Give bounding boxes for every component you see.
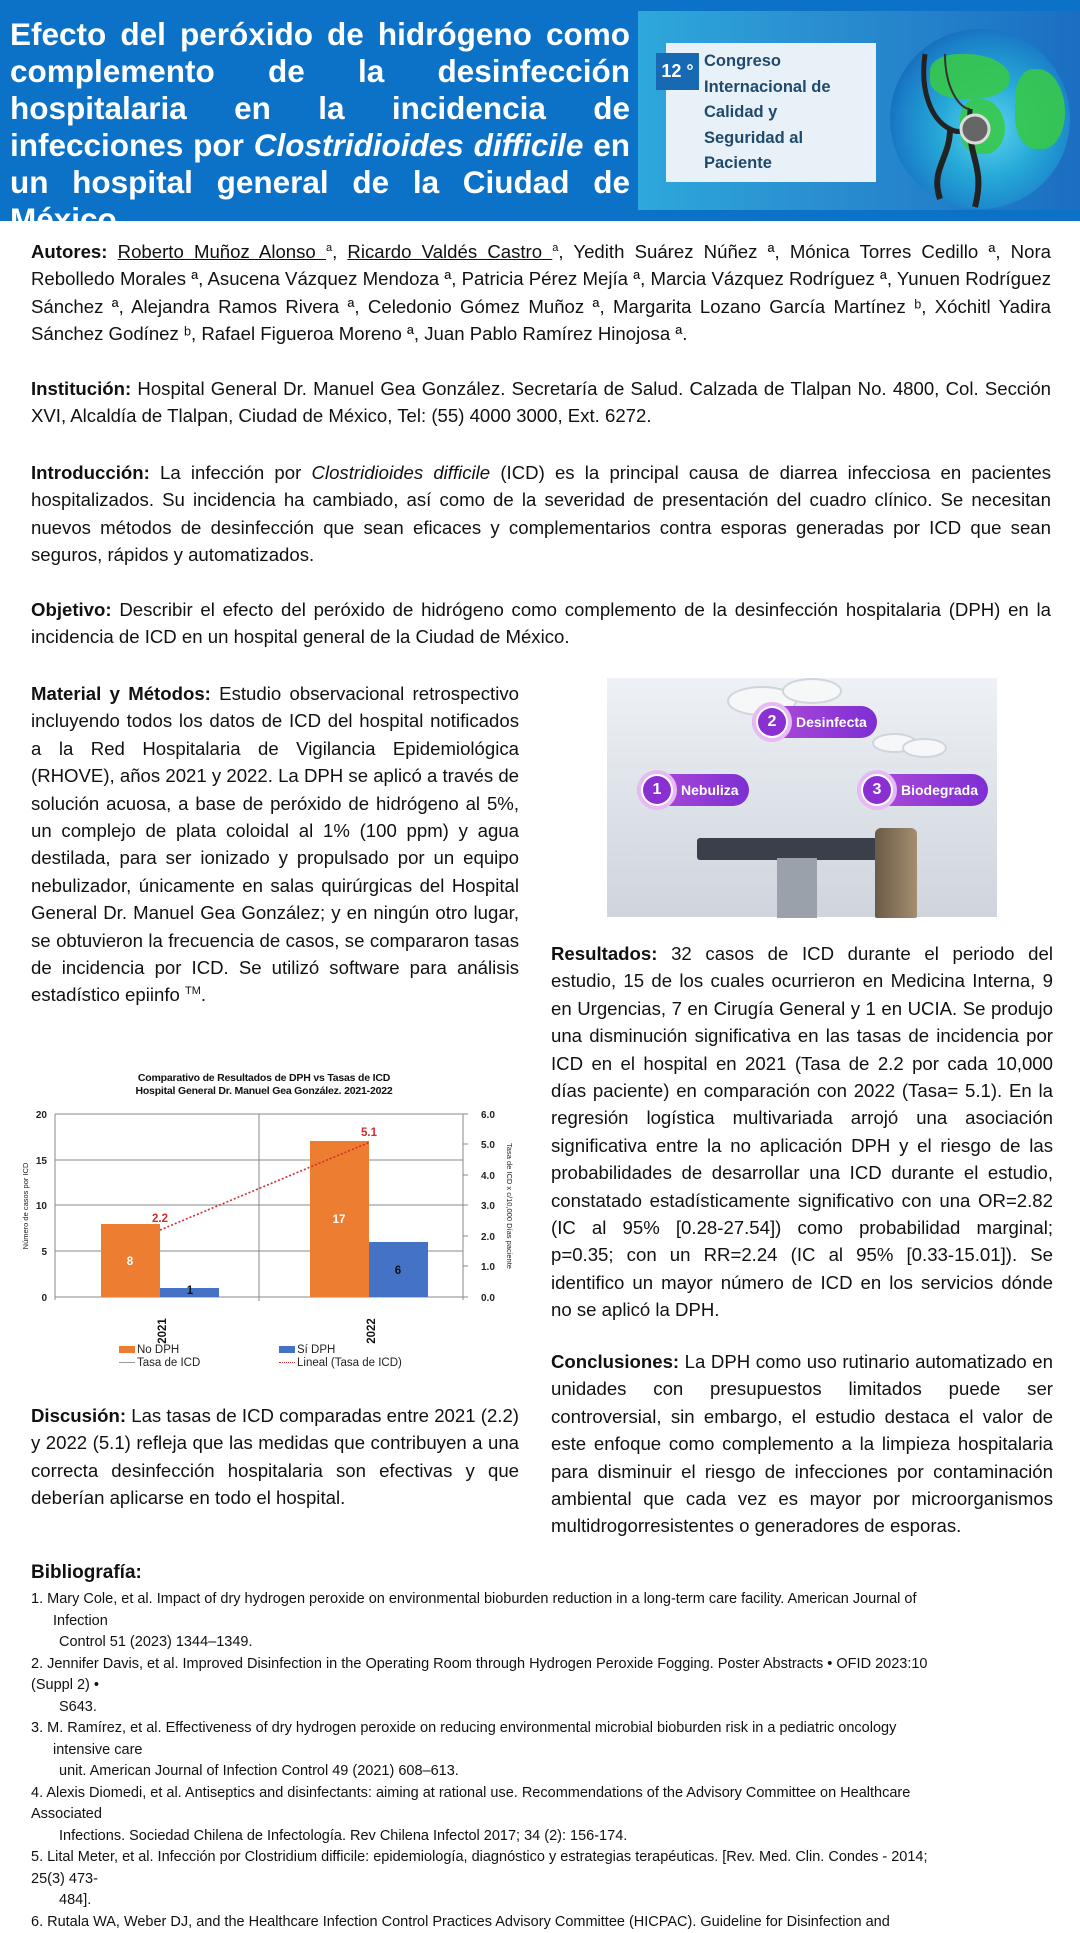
conclusions-text: La DPH como uso rutinario automatizado en unidades con presupuestos limitados puede ser controversial, sin embargo, el estudio destaca el valor de este enfoque como complemento a la limpieza hospitalaria para disminuir el riesgo de infecciones por contaminación ambiental que cada vez es mayor por microorganismos multidrogorresistentes o generadores de esporas.: [551, 1351, 1053, 1536]
step-label: Biodegrada: [901, 782, 978, 798]
results-text: 32 casos de ICD durante el periodo del estudio, 15 de los cuales ocurrieron en Medicina Interna, 9 en Urgencias, 7 en Cirugía General y 1 en UCIA. Se produjo una disminución significativa en las tasas de incidencia por ICD en el hospital en 2021 (Tasa de 2.2 por cada 10,000 días paciente) en comparación con 2022 (Tasa= 5.1). En la regresión logística multivariada arrojó una asociación significativa entre la no aplicación DPH y el riesgo de las probabilidades de desarrollar una ICD durante el estudio, constatado estadísticamente significativo con una OR=2.82 (IC al 95% [0.28-27.54]) como probabilidad marginal; p=0.35; con un RR=2.24 (IC al 95% [0.33-15.01]). Se identifico un mayor número de ICD en los servicios dónde no se aplicó la DPH.: [551, 943, 1053, 1320]
svg-text:10: 10: [36, 1201, 48, 1212]
affiliation-sup: a: [326, 242, 332, 254]
authors-list: , Yedith Suárez Núñez ª, Mónica Torres Cedillo ª, Nora Rebolledo Morales ª, Asucena Vázquez Mendoza ª, Patricia Pérez Mejía ª, Marcia Vázquez Rodríguez ª, Yunuen Rodríguez Sánchez ª, Alejandra Ramos Rivera ª, Celedonio Gómez Muñoz ª, Margarita Lozano García Martínez ᵇ, Xóchitl Yadira Sánchez Godínez ᵇ, Rafael Figueroa Moreno ª, Juan Pablo Ramírez Hinojosa ª.: [31, 241, 1051, 344]
svg-text:15: 15: [36, 1156, 48, 1167]
step-number: 2: [758, 708, 786, 736]
legend-no-dph: [119, 1344, 179, 1357]
affiliation-sup: a: [552, 242, 558, 254]
svg-text:0: 0: [41, 1293, 47, 1304]
title-text: Efecto del peróxido de hidrógeno como complemento de la desinfección hospitalaria en la incidencia de infecciones por: [10, 16, 630, 163]
reference-line: Infection: [31, 1611, 1051, 1633]
methods-text: Estudio observacional retrospectivo incluyendo todos los datos de ICD del hospital notificados a la Red Hospitalaria de Vigilancia Epidemiológica (RHOVE), años 2021 y 2022. La DPH se aplicó a través de solución acuosa, a base de peróxido de hidrógeno al 5%, un complejo de plata coloidal al 1% (100 ppm) y agua destilada, para ser ionizado y propulsado por un equipo nebulizador, únicamente en salas quirúrgicas del Hospital General Dr. Manuel Gea González; y en ningún otro lugar, se obtuvieron la frecuencia de casos, se compararon tasas de incidencia por ICD. Se utilizó software para análisis estadístico epiinfo: [31, 683, 519, 1005]
legend-line: [119, 1362, 135, 1363]
reference-line: 6. Rutala WA, Weber DJ, and the Healthcare Infection Control Practices Advisory Committee (HICPAC). Guideline for Disinfection and: [31, 1912, 1051, 1933]
legend-swatch: [279, 1346, 295, 1353]
svg-text:4.0: 4.0: [481, 1171, 495, 1182]
bibliography-title: Bibliografía:: [31, 1562, 142, 1584]
chart-plot: [14, 1068, 514, 1378]
legend-label: Lineal (Tasa de ICD): [297, 1357, 402, 1369]
operating-room-image: [607, 678, 997, 917]
reference-line: Infections. Sociedad Chilena de Infectología. Rev Chilena Infectol 2017; 34 (2): 156-174.: [31, 1826, 1051, 1848]
results-section: [551, 940, 1053, 1324]
legend-dotted-line: [279, 1362, 295, 1363]
institution-label: Institución:: [31, 378, 131, 399]
globe-stethoscope-icon: [890, 29, 1070, 209]
reference-item: [31, 1718, 1051, 1783]
poster-title: [10, 16, 630, 221]
introduction-text: (ICD) es la principal causa de diarrea infecciosa en pacientes hospitalizados. Su incidencia ha cambiado, así como de la severidad de presentación del cuadro clínico. Se necesitan nuevos métodos de desinfección que sean eficaces y complementarios contra esporas generadas por ICD que sean seguros, rápidos y automatizados.: [31, 462, 1051, 565]
introduction-text: La infección por: [150, 462, 312, 483]
step-number: 3: [863, 776, 891, 804]
reference-line: unit. American Journal of Infection Control 49 (2021) 608–613.: [31, 1761, 1051, 1783]
congress-line: Internacional de: [704, 75, 874, 101]
svg-text:20: 20: [36, 1110, 48, 1121]
reference-line: 25(3) 473-: [31, 1869, 1051, 1891]
introduction-section: [31, 459, 1051, 569]
legend-tasa-icd: [119, 1357, 200, 1370]
objective-section: [31, 596, 1051, 651]
svg-text:2.2: 2.2: [152, 1213, 168, 1225]
reference-line: 1. Mary Cole, et al. Impact of dry hydrogen peroxide on environmental bioburden reduction in a long-term care facility. American Journal of: [31, 1589, 1051, 1611]
institution-section: [31, 375, 1051, 430]
svg-text:3.0: 3.0: [481, 1201, 495, 1212]
svg-text:8: 8: [127, 1256, 134, 1268]
legend-si-dph: [279, 1344, 335, 1357]
svg-text:2022: 2022: [366, 1318, 378, 1344]
reference-line: S643.: [31, 1697, 1051, 1719]
reference-line: 484].: [31, 1890, 1051, 1912]
surgical-table: [697, 838, 897, 860]
author-presenter: Ricardo Valdés Castro: [347, 241, 552, 262]
reference-line: (Suppl 2) •: [31, 1675, 1051, 1697]
reference-item: [31, 1847, 1051, 1912]
chart-title-line: Comparativo de Resultados de DPH vs Tasas de ICD: [14, 1072, 514, 1085]
congress-banner: [638, 11, 1080, 210]
svg-text:0.0: 0.0: [481, 1293, 495, 1304]
svg-text:5: 5: [41, 1247, 47, 1258]
step-biodegrada: [857, 774, 988, 806]
authors-label: Autores:: [31, 241, 107, 262]
objective-text: Describir el efecto del peróxido de hidrógeno como complemento de la desinfección hospitalaria (DPH) en la incidencia de ICD en un hospital general de la Ciudad de México.: [31, 599, 1051, 647]
chart-subtitle-line: Hospital General Dr. Manuel Gea González. 2021-2022: [14, 1085, 514, 1098]
results-label: Resultados:: [551, 943, 657, 964]
methods-end: .: [201, 984, 206, 1005]
reference-line: intensive care: [31, 1740, 1051, 1762]
reference-line: 2. Jennifer Davis, et al. Improved Disinfection in the Operating Room through Hydrogen Peroxide Fogging. Poster Abstracts • OFID 2023:10: [31, 1654, 1051, 1676]
bibliography-list: [31, 1589, 1051, 1933]
reference-line: 4. Alexis Diomedi, et al. Antiseptics and disinfectants: aiming at rational use. Recommendations of the Advisory Committee on Healthcare: [31, 1783, 1051, 1805]
step-number-icon: [752, 702, 792, 742]
svg-text:17: 17: [333, 1214, 346, 1226]
svg-text:2.0: 2.0: [481, 1232, 495, 1243]
introduction-label: Introducción:: [31, 462, 150, 483]
congress-line: Congreso: [704, 49, 874, 75]
step-number: 1: [643, 776, 671, 804]
reference-line: Control 51 (2023) 1344–1349.: [31, 1632, 1051, 1654]
svg-text:5.0: 5.0: [481, 1140, 495, 1151]
legend-label: Sí DPH: [297, 1344, 335, 1356]
step-nebuliza: [637, 774, 749, 806]
reference-line: Associated: [31, 1804, 1051, 1826]
congress-line: Paciente: [704, 151, 874, 177]
legend-swatch: [119, 1346, 135, 1353]
conclusions-section: [551, 1348, 1053, 1540]
reference-line: 3. M. Ramírez, et al. Effectiveness of dry hydrogen peroxide on reducing environmental microbial bioburden risk in a pediatric oncology: [31, 1718, 1051, 1740]
legend-lineal-tasa: [279, 1357, 402, 1370]
author-presenter: Roberto Muñoz Alonso: [118, 241, 326, 262]
reference-item: [31, 1589, 1051, 1654]
congress-line: Seguridad al: [704, 126, 874, 152]
conclusions-label: Conclusiones:: [551, 1351, 679, 1372]
nebulizer-device: [875, 828, 917, 918]
congress-name: [704, 49, 874, 177]
reference-item: [31, 1783, 1051, 1848]
step-number-icon: [637, 770, 677, 810]
trademark-sup: TM: [185, 985, 201, 997]
title-text-end: en un hospital general de la Ciudad de México: [10, 127, 630, 237]
svg-text:6: 6: [395, 1265, 401, 1277]
reference-item: [31, 1912, 1051, 1933]
svg-text:Tasa de ICD x c/10,000 Días pa: Tasa de ICD x c/10,000 Días paciente: [505, 1143, 514, 1269]
svg-text:5.1: 5.1: [361, 1127, 378, 1139]
discussion-section: [31, 1402, 519, 1512]
discussion-text: Las tasas de ICD comparadas entre 2021 (2.2) y 2022 (5.1) refleja que las medidas que contribuyen a una correcta desinfección hospitalaria son efectivas y que deberían aplicarse en todo el hospital.: [31, 1405, 519, 1508]
reference-line: 5. Lital Meter, et al. Infección por Clostridium difficile: epidemiología, diagnóstico y estrategias terapéuticas. [Rev. Med. Clin. Condes - 2014;: [31, 1847, 1051, 1869]
methods-section: [31, 680, 519, 1009]
edition-badge: 12 °: [656, 53, 699, 90]
step-number-icon: [857, 770, 897, 810]
dph-vs-icd-chart: [14, 1068, 514, 1378]
svg-text:2021: 2021: [157, 1318, 169, 1344]
step-label: Desinfecta: [796, 714, 867, 730]
methods-label: Material y Métodos:: [31, 683, 211, 704]
discussion-label: Discusión:: [31, 1405, 126, 1426]
svg-text:1: 1: [187, 1285, 194, 1297]
authors-section: Autores: Roberto Muñoz Alonso $^a$, Ricardo Valdés Castro $^a$, Yedith Suárez Núñez ª, Mónica Torres Cedillo ª, Nora Rebolledo Morales ª, Asucena Vázquez Mendoza ª, Patricia Pérez Mejía ª, Marcia Vázquez Rodríguez ª, Yunuen Rodríguez Sánchez ª, Alejandra Ramos Rivera ª, Celedonio Gómez Muñoz ª, Margarita Lozano García Martínez ᵇ, Xóchitl Yadira Sánchez Godínez ᵇ, Rafael Figueroa Moreno ª, Juan Pablo Ramírez Hinojosa ª.: [31, 238, 1051, 348]
legend-label: No DPH: [137, 1344, 179, 1356]
svg-text:6.0: 6.0: [481, 1110, 495, 1121]
svg-text:Número de casos por ICD: Número de casos por ICD: [21, 1162, 30, 1249]
surgical-table-base: [777, 858, 817, 918]
svg-text:1.0: 1.0: [481, 1262, 495, 1273]
reference-item: [31, 1654, 1051, 1719]
step-label: Nebuliza: [681, 782, 739, 798]
congress-line: Calidad y: [704, 100, 874, 126]
objective-label: Objetivo:: [31, 599, 112, 620]
title-italic-species: Clostridioides difficile: [254, 127, 584, 163]
legend-label: Tasa de ICD: [137, 1357, 200, 1369]
institution-text: Hospital General Dr. Manuel Gea González. Secretaría de Salud. Calzada de Tlalpan No. 4800, Col. Sección XVI, Alcaldía de Tlalpan, Ciudad de México, Tel: (55) 4000 3000, Ext. 6272.: [31, 378, 1051, 426]
step-desinfecta: [752, 706, 877, 738]
species-italic: Clostridioides difficile: [312, 462, 491, 483]
poster-header: [0, 0, 1080, 221]
